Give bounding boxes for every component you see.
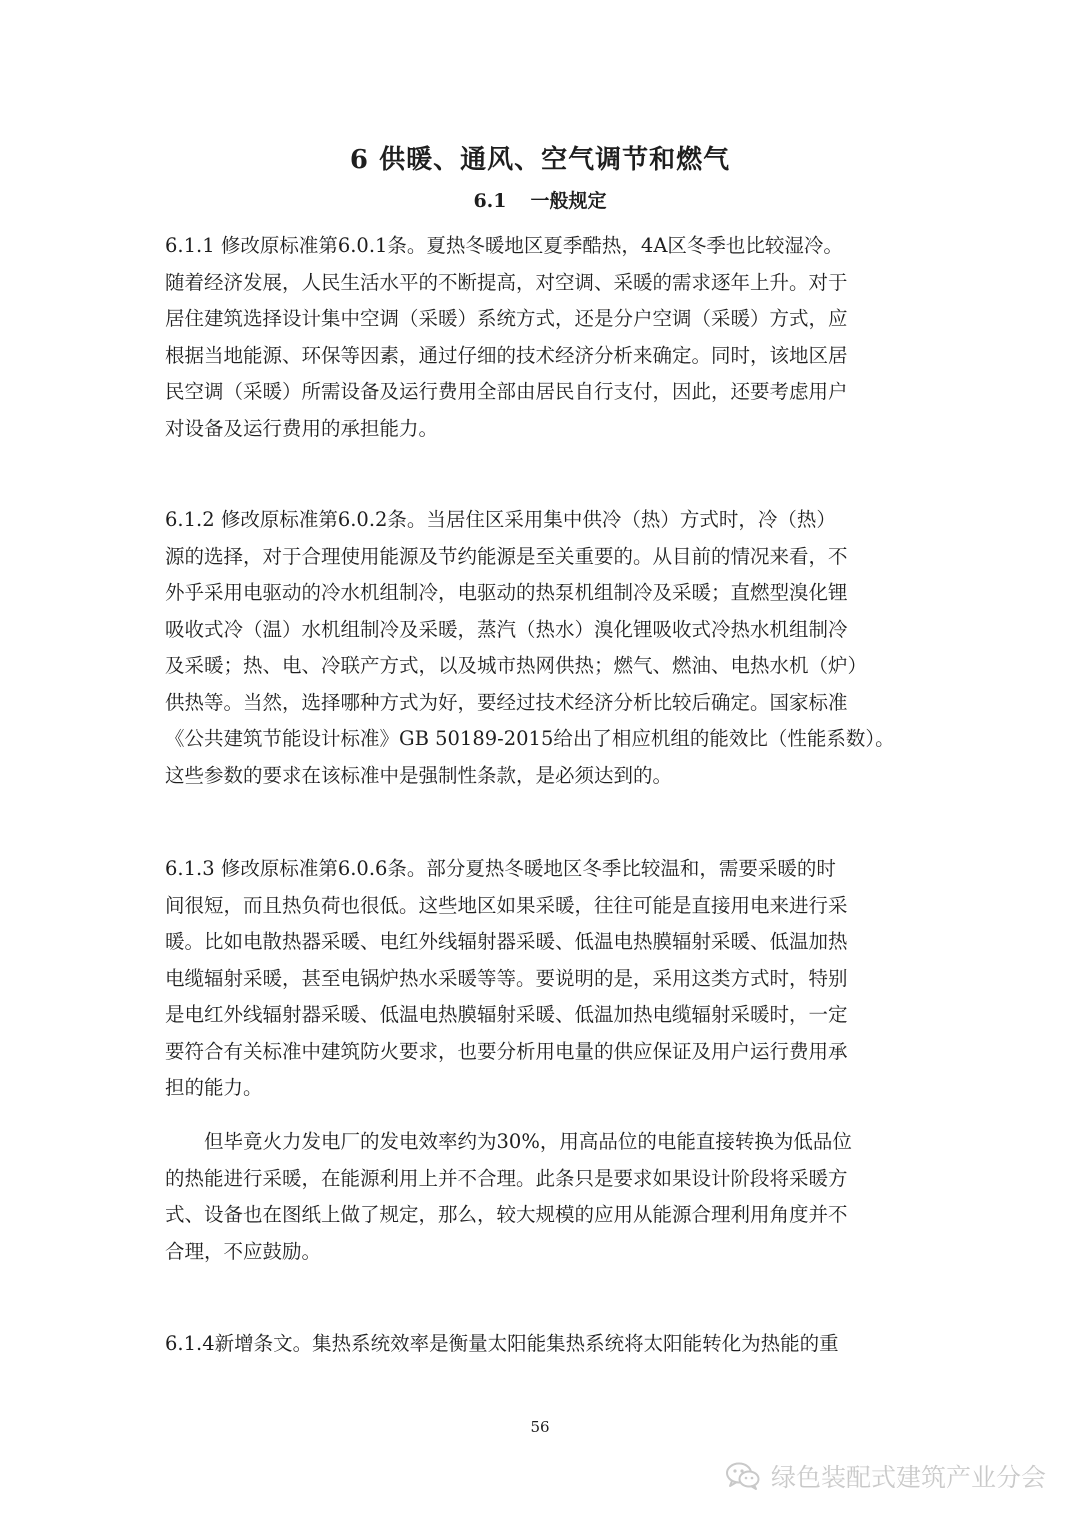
text-line: 《公共建筑节能设计标准》GB 50189-2015给出了相应机组的能效比（性能系数）。 — [165, 727, 895, 750]
section-number: 6.1 — [473, 190, 507, 212]
paragraph-6-1-1 — [165, 228, 915, 447]
text-line: 6.1.4新增条文。集热系统效率是衡量太阳能集热系统将太阳能转化为热能的重 — [165, 1332, 839, 1355]
text-line: 居住建筑选择设计集中空调（采暖）系统方式，还是分户空调（采暖）方式，应 — [165, 307, 848, 330]
text-line: 合理，不应鼓励。 — [165, 1239, 322, 1263]
text-line: 供热等。当然，选择哪种方式为好，要经过技术经济分析比较后确定。国家标准 — [165, 690, 848, 714]
text-line: 吸收式冷（温）水机组制冷及采暖，蒸汽（热水）溴化锂吸收式冷热水机组制冷 — [165, 617, 848, 641]
text-line: 根据当地能源、环保等因素，通过仔细的技术经济分析来确定。同时，该地区居 — [165, 343, 848, 367]
text-line: 电缆辐射采暖，甚至电锅炉热水采暖等等。要说明的是，采用这类方式时，特别 — [165, 966, 848, 990]
text-line: 间很短，而且热负荷也很低。这些地区如果采暖，往往可能是直接用电来进行采 — [165, 893, 848, 917]
text-line: 担的能力。 — [165, 1076, 263, 1099]
text-line: 外乎采用电驱动的冷水机组制冷，电驱动的热泵机组制冷及采暖；直燃型溴化锂 — [165, 581, 848, 604]
text-line: 的热能进行采暖，在能源利用上并不合理。此条只是要求如果设计阶段将采暖方 — [165, 1166, 848, 1190]
chapter-title: 6 供暖、通风、空气调节和燃气 — [349, 145, 731, 175]
section-title: 一般规定 — [530, 190, 607, 212]
text-line: 6.1.3 修改原标准第6.0.6条。部分夏热冬暖地区冬季比较温和，需要采暖的时 — [165, 857, 836, 880]
section-heading — [0, 186, 1080, 216]
text-line: 式、设备也在图纸上做了规定，那么，较大规模的应用从能源合理利用角度并不 — [165, 1203, 848, 1226]
text-line: 是电红外线辐射器采暖、低温电热膜辐射采暖、低温加热电缆辐射采暖时，一定 — [165, 1003, 848, 1026]
paragraph-6-1-4 — [165, 1326, 915, 1363]
text-line: 6.1.1 修改原标准第6.0.1条。夏热冬暖地区夏季酷热，4A区冬季也比较湿冷。 — [165, 234, 843, 257]
page-number: 56 — [530, 1418, 550, 1436]
text-line: 暖。比如电散热器采暖、电红外线辐射器采暖、低温电热膜辐射采暖、低温加热 — [165, 930, 848, 953]
text-line: 及采暖；热、电、冷联产方式，以及城市热网供热；燃气、燃油、电热水机（炉） — [165, 654, 868, 677]
wechat-icon — [725, 1461, 761, 1491]
paragraph-6-1-2 — [165, 502, 915, 794]
paragraph-6-1-3 — [165, 851, 915, 1107]
text-line: 源的选择，对于合理使用能源及节约能源是至关重要的。从目前的情况来看，不 — [165, 544, 848, 568]
text-line: 但毕竟火力发电厂的发电效率约为30%，用高品位的电能直接转换为低品位 — [165, 1130, 852, 1153]
watermark-text: 绿色装配式建筑产业分会 — [770, 1463, 1046, 1492]
text-line: 民空调（采暖）所需设备及运行费用全部由居民自行支付，因此，还要考虑用户 — [165, 380, 848, 403]
watermark — [725, 1456, 1046, 1496]
paragraph-6-1-3-note — [165, 1124, 915, 1270]
text-line: 这些参数的要求在该标准中是强制性条款，是必须达到的。 — [165, 763, 673, 787]
text-line: 对设备及运行费用的承担能力。 — [165, 416, 439, 440]
text-line: 随着经济发展，人民生活水平的不断提高，对空调、采暖的需求逐年上升。对于 — [165, 270, 848, 294]
text-line: 要符合有关标准中建筑防火要求，也要分析用电量的供应保证及用户运行费用承 — [165, 1039, 848, 1063]
text-line: 6.1.2 修改原标准第6.0.2条。当居住区采用集中供冷（热）方式时，冷（热） — [165, 508, 836, 531]
